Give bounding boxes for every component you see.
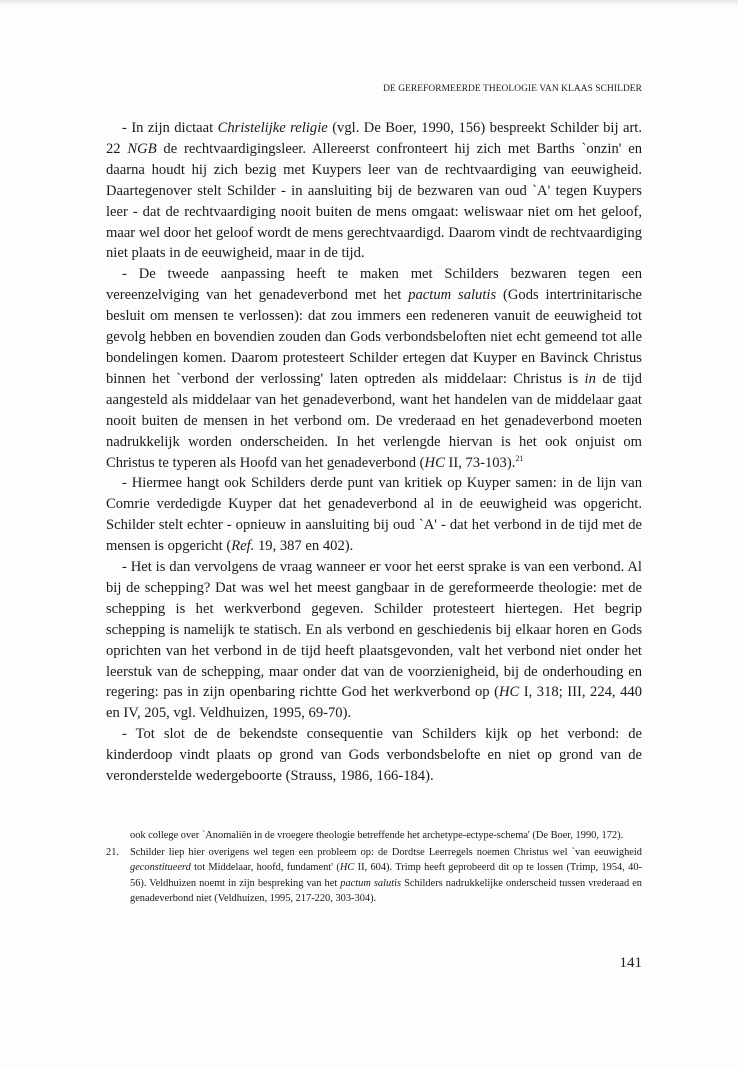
body-text (106, 118, 642, 787)
running-header: DE GEREFORMEERDE THEOLOGIE VAN KLAAS SCHILDER (383, 84, 642, 94)
page-number: 141 (619, 955, 642, 971)
paragraph-pactum-salutis: - De tweede aanpassing heeft te maken met Schilders bezwaren tegen een vereenzelviging van het genadeverbond met het pactum salutis (Gods intertrinitarische besluit om mensen te verlossen): dat zou immers een redeneren vanuit de eeuwigheid tot gevolg hebben en bovendien zouden dan Gods verbondsbeloften niet echt gemeend tot alle bondelingen komen. Daarom protesteert Schilder ertegen dat Kuyper en Bavinck Christus binnen het `verbond der verlossing' laten optreden als middelaar: Christus is in de tijd aangesteld als middelaar van het genadeverbond, want het handelen van de middelaar gaat nooit buiten de mensen in het verbond om. De vrederaad en het genadeverbond moeten nadrukkelijk worden onderscheiden. In het verlengde hiervan is het ook onjuist om Christus te typeren als Hoofd van het genadeverbond (HC II, 73-103).$^{21}$ (106, 266, 642, 471)
footnote-number: 21. (106, 847, 119, 859)
paragraph-schepping: - Het is dan vervolgens de vraag wanneer er voor het eerst sprake is van een verbond. Al bij de schepping? Dat was wel het meest gangbaar in de gereformeerde theologie: met de schepping is het werkverbond gegeven. Schilder protesteert hiertegen. Het begrip schepping is namelijk te statisch. En als verbond en geschiedenis bij elkaar horen en Gods oprichten van het verbond in de tijd heeft plaatsgevonden, valt het verbond niet onder het leerstuk van de schepping, maar onder dat van de voorzienigheid, bij de onderhouding en regering: pas in zijn openbaring richtte God het werkverbond op (HC I, 318; III, 224, 440 en IV, 205, vgl. Veldhuizen, 1995, 69-70). (106, 559, 642, 722)
footnote-21 (106, 845, 642, 906)
paragraph-rechtvaardiging: - In zijn dictaat Christelijke religie (vgl. De Boer, 1990, 156) bespreekt Schilder bij art. 22 NGB de rechtvaardigingsleer. Allereerst confronteert hij zich met Barths `onzin' en daarna houdt hij zich bezig met Kuypers leer van de rechtvaardiging van eeuwigheid. Daartegenover stelt Schilder - in aansluiting bij de bezwaren van oud `A' tegen Kuypers leer - dat de rechtvaardiging nooit buiten de mens omgaat: weliswaar niet om het geloof, maar wel door het geloof wordt de mens gerechtvaardigd. Daarom vindt de rechtvaardiging niet plaats in de eeuwigheid, maar in de tijd. (106, 120, 643, 262)
footnote-ref-21[interactable]: 21 (515, 453, 524, 463)
paragraph-kinderdoop: - Tot slot de de bekendste consequentie van Schilders kijk op het verbond: de kinderdoop vindt plaats op grond van Gods verbondsbelofte en niet op grond van de veronderstelde wedergeboorte (Strauss, 1986, 166-184). (106, 726, 642, 785)
footnote-continuation: ook college over `Anomaliën in de vroegere theologie betreffende het archetype-ectype-schema' (De Boer, 1990, 172). (130, 830, 624, 841)
scan-edge-shade (0, 0, 738, 6)
footnote-text: Schilder liep hier overigens wel tegen een probleem op: de Dordtse Leerregels noemen Christus wel `van eeuwigheid geconstitueerd tot Middelaar, hoofd, fundament' (HC II, 604). Trimp heeft geprobeerd dit op te lossen (Trimp, 1954, 40-56). Veldhuizen noemt in zijn bespreking van het pactum salutis Schilders nadrukkelijke onderscheid tussen vrederaad en genadeverbond niet (Veldhuizen, 1995, 217-220, 303-304). (130, 847, 643, 904)
footnotes (106, 828, 642, 906)
paragraph-derde-punt: - Hiermee hangt ook Schilders derde punt van kritiek op Kuyper samen: in de lijn van Comrie verdedigde Kuyper dat het genadeverbond al in de eeuwigheid was opgericht. Schilder stelt echter - opnieuw in aansluiting bij oud `A' - dat het verbond in de tijd met de mensen is opgericht (Ref. 19, 387 en 402). (106, 475, 642, 555)
